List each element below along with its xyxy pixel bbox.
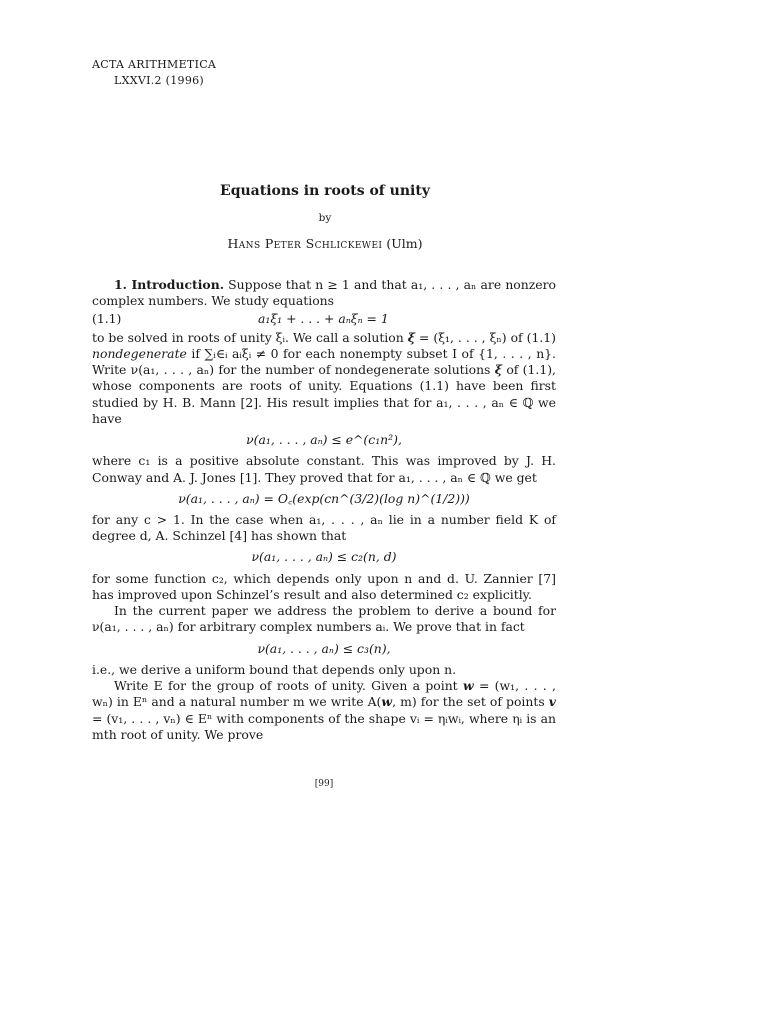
author-name: Hans Peter Schlickewei (227, 236, 383, 251)
paragraph-zannier: for some function c₂, which depends only upon n and d. U. Zannier [7] has improved upon Schinzel’s result and also determined c₂ explicitly. (92, 570, 556, 602)
equation-conway (92, 487, 556, 511)
by-line: by (318, 212, 332, 224)
section-heading: 1. Introduction. (114, 277, 225, 292)
paragraph-nondegenerate (92, 330, 556, 428)
author-line (0, 236, 650, 251)
journal-volume: LXXVI.2 (1996) (114, 74, 205, 87)
equation-number: (1.1) (92, 311, 122, 327)
paragraph-roots-of-unity (92, 678, 556, 743)
para8-text-a: Write E for the group of roots of unity. Given a point (114, 678, 463, 694)
equation-main-expr: ν(a₁, . . . , aₙ) ≤ c₃(n), (257, 640, 391, 656)
v-vector-symbol: v (548, 694, 556, 710)
w-vector-symbol-2: w (381, 694, 393, 710)
xi-vector-symbol-2: ξ (494, 362, 503, 378)
paragraph-current-paper: In the current paper we address the problem to derive a bound for ν(a₁, . . . , aₙ) for arbitrary complex numbers aᵢ. We prove that in fact (92, 603, 556, 635)
nondegenerate-term: nondegenerate (92, 345, 187, 361)
intro-paragraph (92, 277, 556, 310)
para2-text-b: = (ξ₁, . . . , ξₙ) of (1.1) (415, 329, 556, 345)
equation-schinzel-expr: ν(a₁, . . . , aₙ) ≤ c₂(n, d) (251, 549, 397, 565)
page-number: [99] (314, 779, 334, 789)
para2-text-c: if ∑ᵢ∈ᵢ aᵢξᵢ ≠ 0 for each nonempty subset I of {1, . . . , n}. Write ν(a₁, . . . , aₙ) for the number of nondegenerate solutions (92, 345, 556, 378)
paper-body (92, 277, 556, 743)
equation-conway-expr: ν(a₁, . . . , aₙ) = O꜀(exp(cn^(3/2)(log n)^(1/2))) (178, 490, 470, 506)
equation-1-1 (92, 310, 556, 330)
author-affiliation: (Ulm) (386, 236, 423, 251)
para2-text-d: of (1.1), whose components are roots of unity. Equations (1.1) have been first studied by H. B. Mann [2]. His result implies that for a₁, . . . , aₙ ∈ ℚ we have (92, 362, 556, 427)
journal-header (92, 57, 216, 89)
paragraph-uniform-bound: i.e., we derive a uniform bound that depends only upon n. (92, 661, 457, 677)
equation-main (92, 637, 556, 661)
journal-name: ACTA ARITHMETICA (92, 58, 217, 71)
paper-title: Equations in roots of unity (220, 183, 430, 199)
paragraph-conway: where c₁ is a positive absolute constant. This was improved by J. H. Conway and A. J. Jones [1]. They proved that for a₁, . . . , aₙ ∈ ℚ we get (92, 453, 556, 485)
equation-mann (92, 428, 556, 452)
para8-text-d: = (v₁, . . . , vₙ) ∈ Eⁿ with components of the shape vᵢ = ηᵢwᵢ, where ηᵢ is an mth root of unity. We prove (92, 710, 556, 742)
paragraph-schinzel: for any c > 1. In the case when a₁, . . . , aₙ lie in a number field K of degree d, A. Schinzel [4] has shown that (92, 511, 556, 544)
para8-text-b: = (w₁, . . . , wₙ) in Eⁿ and a natural number m we write A( (92, 678, 556, 710)
equation-mann-expr: ν(a₁, . . . , aₙ) ≤ e^(c₁n²), (246, 432, 402, 448)
equation-expression: a₁ξ₁ + . . . + aₙξₙ = 1 (258, 311, 389, 327)
w-vector-symbol: w (462, 678, 474, 694)
intro-text: Suppose that n ≥ 1 and that a₁, . . . , aₙ are nonzero complex numbers. We study equations (92, 277, 556, 309)
xi-vector-symbol: ξ (407, 329, 416, 345)
equation-schinzel (92, 546, 556, 570)
para8-text-c: , m) for the set of points (392, 694, 549, 710)
para2-text-a: to be solved in roots of unity ξᵢ. We call a solution (92, 329, 408, 345)
